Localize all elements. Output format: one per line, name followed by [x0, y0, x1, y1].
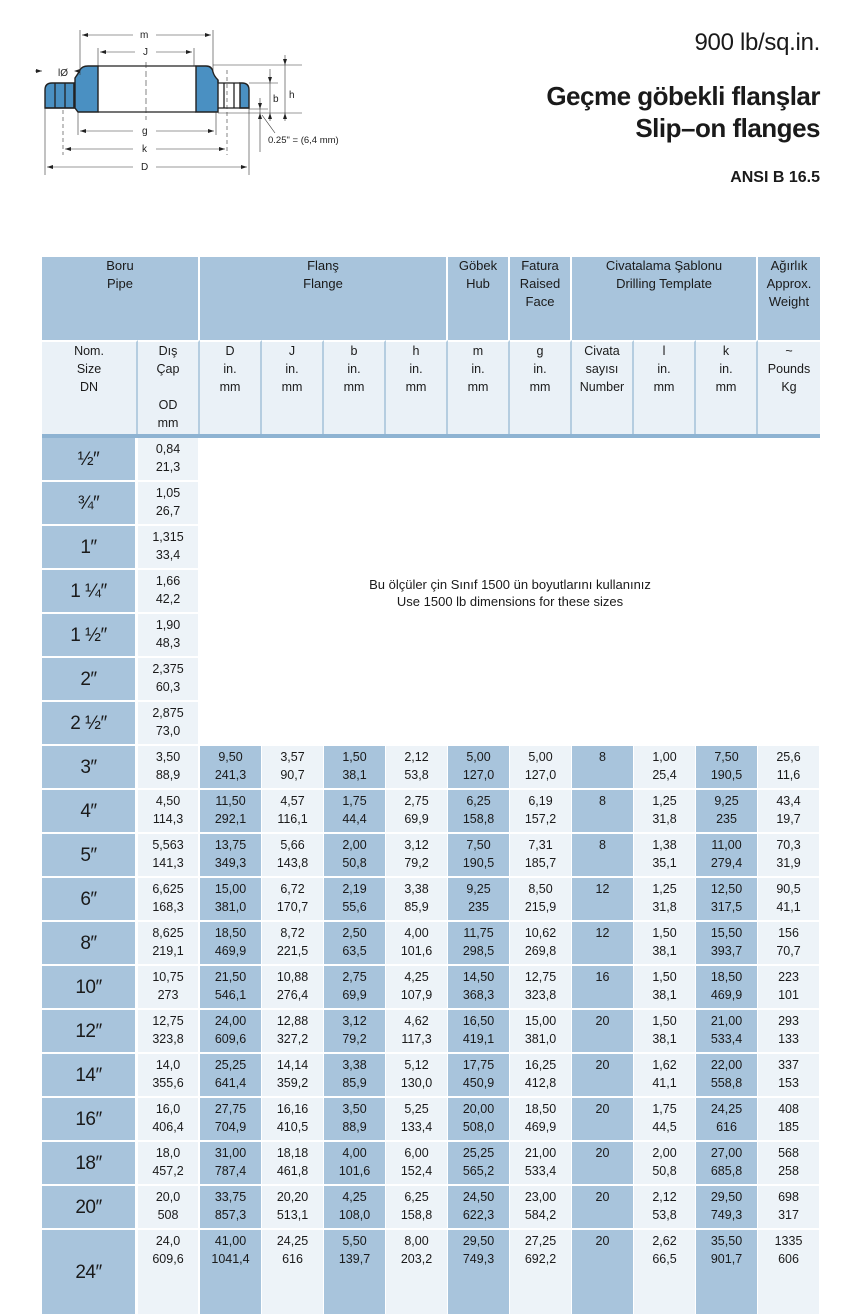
bolt-circle-cell: 7,50 190,5 — [696, 746, 758, 790]
nominal-size-cell: 24″ — [42, 1230, 138, 1316]
bolt-count-cell: 8 — [572, 790, 634, 834]
nominal-size-cell: 4″ — [42, 790, 138, 834]
bore-cell: 14,14 359,2 — [262, 1054, 324, 1098]
flange-thickness-cell: 1,50 38,1 — [324, 746, 386, 790]
raised-face-diameter-cell: 7,31 185,7 — [510, 834, 572, 878]
bolt-circle-cell: 22,00 558,8 — [696, 1054, 758, 1098]
bolt-hole-diameter-cell: 2,00 50,8 — [634, 1142, 696, 1186]
flange-diameter-cell: 21,50 546,1 — [200, 966, 262, 1010]
outer-diameter-cell: 0,84 21,3 — [138, 438, 200, 482]
flange-cross-section-diagram — [30, 20, 370, 190]
weight-cell: 1335 606 — [758, 1230, 820, 1316]
flange-diameter-cell: 24,00 609,6 — [200, 1010, 262, 1054]
column-header-h: h in. mm — [386, 340, 448, 434]
bolt-hole-diameter-cell: 1,00 25,4 — [634, 746, 696, 790]
hub-left — [75, 66, 98, 112]
hub-diameter-cell: 29,50 749,3 — [448, 1230, 510, 1316]
length-through-hub-cell: 4,62 117,3 — [386, 1010, 448, 1054]
bolt-circle-cell: 29,50 749,3 — [696, 1186, 758, 1230]
bore-cell: 20,20 513,1 — [262, 1186, 324, 1230]
label-b: b — [273, 94, 279, 105]
table-row — [42, 878, 820, 922]
length-through-hub-cell: 6,25 158,8 — [386, 1186, 448, 1230]
outer-diameter-cell: 2,375 60,3 — [138, 658, 200, 702]
bolt-circle-cell: 15,50 393,7 — [696, 922, 758, 966]
flange-diameter-cell: 33,75 857,3 — [200, 1186, 262, 1230]
length-through-hub-cell: 5,12 130,0 — [386, 1054, 448, 1098]
raised-face-diameter-cell: 5,00 127,0 — [510, 746, 572, 790]
group-header-raised-face: Fatura Raised Face — [510, 257, 572, 340]
hub-diameter-cell: 7,50 190,5 — [448, 834, 510, 878]
bolt-hole-diameter-cell: 1,50 38,1 — [634, 1010, 696, 1054]
bolt-circle-cell: 21,00 533,4 — [696, 1010, 758, 1054]
nominal-size-cell: 10″ — [42, 966, 138, 1010]
raised-face-diameter-cell: 21,00 533,4 — [510, 1142, 572, 1186]
nominal-size-cell: 12″ — [42, 1010, 138, 1054]
nominal-size-cell: 3″ — [42, 746, 138, 790]
flange-right-outer — [240, 83, 249, 108]
nominal-size-cell: ¾″ — [42, 482, 138, 526]
label-lo: lØ — [58, 68, 68, 79]
title-block — [546, 28, 820, 188]
weight-cell: 223 101 — [758, 966, 820, 1010]
nominal-size-cell: 2 ½″ — [42, 702, 138, 746]
nominal-size-cell: 20″ — [42, 1186, 138, 1230]
raised-face-diameter-cell: 16,25 412,8 — [510, 1054, 572, 1098]
label-g: g — [142, 126, 148, 137]
group-header-pipe: Boru Pipe — [42, 257, 200, 340]
raised-face-diameter-cell: 27,25 692,2 — [510, 1230, 572, 1316]
weight-cell: 43,4 19,7 — [758, 790, 820, 834]
weight-cell: 25,6 11,6 — [758, 746, 820, 790]
length-through-hub-cell: 2,75 69,9 — [386, 790, 448, 834]
column-header-wt: ~ Pounds Kg — [758, 340, 820, 434]
outer-diameter-cell: 5,563 141,3 — [138, 834, 200, 878]
flange-thickness-cell: 4,00 101,6 — [324, 1142, 386, 1186]
outer-diameter-cell: 2,875 73,0 — [138, 702, 200, 746]
length-through-hub-cell: 3,12 79,2 — [386, 834, 448, 878]
weight-cell: 70,3 31,9 — [758, 834, 820, 878]
raised-face-diameter-cell: 6,19 157,2 — [510, 790, 572, 834]
bolt-circle-cell: 35,50 901,7 — [696, 1230, 758, 1316]
table-row — [42, 438, 820, 482]
label-raised-face-height: 0.25" = (6,4 mm) — [268, 135, 339, 146]
weight-cell: 568 258 — [758, 1142, 820, 1186]
length-through-hub-cell: 5,25 133,4 — [386, 1098, 448, 1142]
weight-cell: 698 317 — [758, 1186, 820, 1230]
pressure-class: 900 lb/sq.in. — [694, 29, 820, 56]
group-header-weight: Ağırlık Approx. Weight — [758, 257, 820, 340]
label-h: h — [289, 90, 295, 101]
outer-diameter-cell: 20,0 508 — [138, 1186, 200, 1230]
bolt-count-cell: 8 — [572, 834, 634, 878]
bolt-count-cell: 16 — [572, 966, 634, 1010]
table-row — [42, 746, 820, 790]
bolt-circle-cell: 11,00 279,4 — [696, 834, 758, 878]
group-header-flange: Flanş Flange — [200, 257, 448, 340]
hub-diameter-cell: 20,00 508,0 — [448, 1098, 510, 1142]
bolt-count-cell: 12 — [572, 922, 634, 966]
flange-diameter-cell: 18,50 469,9 — [200, 922, 262, 966]
outer-diameter-cell: 4,50 114,3 — [138, 790, 200, 834]
flange-diameter-cell: 13,75 349,3 — [200, 834, 262, 878]
length-through-hub-cell: 8,00 203,2 — [386, 1230, 448, 1316]
bolt-count-cell: 20 — [572, 1098, 634, 1142]
table-row — [42, 834, 820, 878]
length-through-hub-cell: 2,12 53,8 — [386, 746, 448, 790]
label-D: D — [141, 162, 149, 173]
raised-face-diameter-cell: 10,62 269,8 — [510, 922, 572, 966]
raised-face-diameter-cell: 23,00 584,2 — [510, 1186, 572, 1230]
column-header-k: k in. mm — [696, 340, 758, 434]
hub-diameter-cell: 9,25 235 — [448, 878, 510, 922]
column-header-l: l in. mm — [634, 340, 696, 434]
nominal-size-cell: 1 ¼″ — [42, 570, 138, 614]
raised-face-diameter-cell: 18,50 469,9 — [510, 1098, 572, 1142]
bolt-count-cell: 20 — [572, 1010, 634, 1054]
bolt-hole-diameter-cell: 1,50 38,1 — [634, 922, 696, 966]
bore-cell: 16,16 410,5 — [262, 1098, 324, 1142]
outer-diameter-cell: 18,0 457,2 — [138, 1142, 200, 1186]
outer-diameter-cell: 1,66 42,2 — [138, 570, 200, 614]
bolt-circle-cell: 12,50 317,5 — [696, 878, 758, 922]
column-header-D: D in. mm — [200, 340, 262, 434]
nominal-size-cell: 16″ — [42, 1098, 138, 1142]
outer-diameter-cell: 1,315 33,4 — [138, 526, 200, 570]
bore-cell: 3,57 90,7 — [262, 746, 324, 790]
hub-diameter-cell: 11,75 298,5 — [448, 922, 510, 966]
column-header-b: b in. mm — [324, 340, 386, 434]
table-body — [42, 438, 820, 1316]
bolt-circle-cell: 24,25 616 — [696, 1098, 758, 1142]
weight-cell: 408 185 — [758, 1098, 820, 1142]
table-row — [42, 966, 820, 1010]
title-english: Slip–on flanges — [635, 113, 820, 143]
flange-diameter-cell: 27,75 704,9 — [200, 1098, 262, 1142]
nominal-size-cell: 18″ — [42, 1142, 138, 1186]
bolt-circle-cell: 9,25 235 — [696, 790, 758, 834]
column-header-g: g in. mm — [510, 340, 572, 434]
hub-diameter-cell: 14,50 368,3 — [448, 966, 510, 1010]
flange-thickness-cell: 2,50 63,5 — [324, 922, 386, 966]
flange-diameter-cell: 9,50 241,3 — [200, 746, 262, 790]
nominal-size-cell: 14″ — [42, 1054, 138, 1098]
bolt-hole-diameter-cell: 1,25 31,8 — [634, 878, 696, 922]
column-header-od: Dış Çap OD mm — [138, 340, 200, 434]
nominal-size-cell: 2″ — [42, 658, 138, 702]
table-row — [42, 1054, 820, 1098]
column-header-m: m in. mm — [448, 340, 510, 434]
nominal-size-cell: 8″ — [42, 922, 138, 966]
column-header-bolts: Civata sayısı Number — [572, 340, 634, 434]
raised-face-diameter-cell: 15,00 381,0 — [510, 1010, 572, 1054]
flange-thickness-cell: 5,50 139,7 — [324, 1230, 386, 1316]
bore-cell: 18,18 461,8 — [262, 1142, 324, 1186]
length-through-hub-cell: 6,00 152,4 — [386, 1142, 448, 1186]
bolt-hole-diameter-cell: 1,50 38,1 — [634, 966, 696, 1010]
hub-diameter-cell: 5,00 127,0 — [448, 746, 510, 790]
flange-left-outer — [45, 83, 74, 108]
standard-label: ANSI B 16.5 — [730, 169, 820, 186]
flange-thickness-cell: 4,25 108,0 — [324, 1186, 386, 1230]
bore-cell: 24,25 616 — [262, 1230, 324, 1316]
flange-thickness-cell: 2,00 50,8 — [324, 834, 386, 878]
bolt-circle-cell: 27,00 685,8 — [696, 1142, 758, 1186]
bolt-count-cell: 20 — [572, 1186, 634, 1230]
length-through-hub-cell: 4,25 107,9 — [386, 966, 448, 1010]
bolt-hole-diameter-cell: 1,62 41,1 — [634, 1054, 696, 1098]
outer-diameter-cell: 12,75 323,8 — [138, 1010, 200, 1054]
nominal-size-cell: 1″ — [42, 526, 138, 570]
sub-header-row — [42, 340, 820, 434]
nominal-size-cell: 6″ — [42, 878, 138, 922]
outer-diameter-cell: 6,625 168,3 — [138, 878, 200, 922]
outer-diameter-cell: 10,75 273 — [138, 966, 200, 1010]
nominal-size-cell: 1 ½″ — [42, 614, 138, 658]
weight-cell: 293 133 — [758, 1010, 820, 1054]
title-turkish: Geçme göbekli flanşlar — [546, 81, 820, 111]
bore-cell: 12,88 327,2 — [262, 1010, 324, 1054]
bolt-hole-diameter-cell: 2,12 53,8 — [634, 1186, 696, 1230]
bore-cell: 4,57 116,1 — [262, 790, 324, 834]
bolt-hole-diameter-cell: 1,75 44,5 — [634, 1098, 696, 1142]
outer-diameter-cell: 16,0 406,4 — [138, 1098, 200, 1142]
bore-cell: 8,72 221,5 — [262, 922, 324, 966]
group-header-drilling-template: Civatalama Şablonu Drilling Template — [572, 257, 758, 340]
bore-cell: 5,66 143,8 — [262, 834, 324, 878]
bolt-count-cell: 20 — [572, 1142, 634, 1186]
nominal-size-cell: 5″ — [42, 834, 138, 878]
hub-diameter-cell: 25,25 565,2 — [448, 1142, 510, 1186]
hub-diameter-cell: 17,75 450,9 — [448, 1054, 510, 1098]
group-header-row — [42, 257, 820, 340]
group-header-hub: Göbek Hub — [448, 257, 510, 340]
flange-thickness-cell: 3,12 79,2 — [324, 1010, 386, 1054]
bore-cell: 6,72 170,7 — [262, 878, 324, 922]
flange-thickness-cell: 3,38 85,9 — [324, 1054, 386, 1098]
flange-diameter-cell: 25,25 641,4 — [200, 1054, 262, 1098]
weight-cell: 156 70,7 — [758, 922, 820, 966]
outer-diameter-cell: 3,50 88,9 — [138, 746, 200, 790]
flange-thickness-cell: 1,75 44,4 — [324, 790, 386, 834]
table-row — [42, 1142, 820, 1186]
length-through-hub-cell: 3,38 85,9 — [386, 878, 448, 922]
weight-cell: 90,5 41,1 — [758, 878, 820, 922]
table-row — [42, 1186, 820, 1230]
bolt-hole-diameter-cell: 1,25 31,8 — [634, 790, 696, 834]
flange-thickness-cell: 3,50 88,9 — [324, 1098, 386, 1142]
flange-diameter-cell: 31,00 787,4 — [200, 1142, 262, 1186]
label-J: J — [143, 47, 148, 58]
outer-diameter-cell: 24,0 609,6 — [138, 1230, 200, 1316]
length-through-hub-cell: 4,00 101,6 — [386, 922, 448, 966]
raised-face-diameter-cell: 8,50 215,9 — [510, 878, 572, 922]
table-row — [42, 790, 820, 834]
label-k: k — [142, 144, 147, 155]
bolt-count-cell: 8 — [572, 746, 634, 790]
outer-diameter-cell: 8,625 219,1 — [138, 922, 200, 966]
bore-cell: 10,88 276,4 — [262, 966, 324, 1010]
flange-dimensions-table — [42, 257, 820, 1316]
table-row — [42, 922, 820, 966]
outer-diameter-cell: 1,05 26,7 — [138, 482, 200, 526]
flange-diameter-cell: 15,00 381,0 — [200, 878, 262, 922]
column-header-J: J in. mm — [262, 340, 324, 434]
use-1500lb-note: Bu ölçüler çin Sınıf 1500 ün boyutlarını kullanınız Use 1500 lb dimensions for these sizes — [200, 438, 820, 746]
hub-diameter-cell: 16,50 419,1 — [448, 1010, 510, 1054]
bolt-count-cell: 20 — [572, 1054, 634, 1098]
flange-diameter-cell: 11,50 292,1 — [200, 790, 262, 834]
label-m: m — [140, 30, 149, 41]
bolt-count-cell: 12 — [572, 878, 634, 922]
flange-diameter-cell: 41,00 1041,4 — [200, 1230, 262, 1316]
flange-thickness-cell: 2,75 69,9 — [324, 966, 386, 1010]
hub-right — [196, 66, 218, 112]
raised-face-diameter-cell: 12,75 323,8 — [510, 966, 572, 1010]
weight-cell: 337 153 — [758, 1054, 820, 1098]
bolt-hole-diameter-cell: 1,38 35,1 — [634, 834, 696, 878]
hub-diameter-cell: 6,25 158,8 — [448, 790, 510, 834]
bolt-count-cell: 20 — [572, 1230, 634, 1316]
table-row — [42, 1230, 820, 1316]
flange-thickness-cell: 2,19 55,6 — [324, 878, 386, 922]
bolt-circle-cell: 18,50 469,9 — [696, 966, 758, 1010]
nominal-size-cell: ½″ — [42, 438, 138, 482]
outer-diameter-cell: 14,0 355,6 — [138, 1054, 200, 1098]
table-row — [42, 1098, 820, 1142]
bolt-hole-diameter-cell: 2,62 66,5 — [634, 1230, 696, 1316]
hub-diameter-cell: 24,50 622,3 — [448, 1186, 510, 1230]
table-row — [42, 1010, 820, 1054]
column-header-nom: Nom. Size DN — [42, 340, 138, 434]
outer-diameter-cell: 1,90 48,3 — [138, 614, 200, 658]
